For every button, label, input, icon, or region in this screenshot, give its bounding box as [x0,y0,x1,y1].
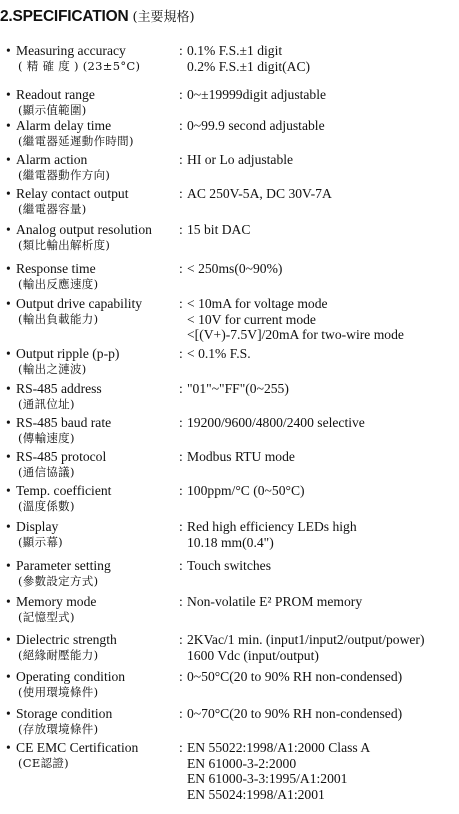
spec-value-line: EN 61000-3-2:2000 [187,755,297,771]
bullet-icon: • [6,43,11,58]
bullet-icon: • [6,346,11,361]
spec-colon: : [179,118,183,133]
spec-label: Temp. coefficient [16,483,112,498]
section-title-main: 2.SPECIFICATION [0,8,129,25]
spec-value-line: <[(V+)-7.5V]/20mA for two-wire mode [187,327,404,342]
spec-label: RS-485 address [16,381,102,396]
spec-label: Storage condition [16,706,113,721]
spec-sublabel: (輸出反應速度) [18,276,99,291]
spec-label: Alarm action [16,152,88,167]
spec-label: RS-485 protocol [16,449,107,464]
spec-sublabel: (通訊位址) [18,396,75,411]
spec-values [187,449,295,465]
spec-sublabel: (繼電器容量) [18,201,87,216]
spec-sublabel: (輸出負載能力) [18,311,99,326]
spec-values [187,558,271,574]
spec-value-line: 10.18 mm(0.4") [187,534,274,550]
spec-colon: : [179,261,183,276]
bullet-icon: • [6,594,11,609]
spec-value-line: Modbus RTU mode [187,449,295,464]
spec-label: Parameter setting [16,558,111,573]
spec-sublabel: (繼電器動作方向) [18,167,111,182]
spec-values [187,43,310,74]
bullet-icon: • [6,296,11,311]
spec-label: Readout range [16,87,95,102]
spec-label: Relay contact output [16,186,129,201]
spec-label: Dielectric strength [16,632,117,647]
spec-label: Operating condition [16,669,126,684]
spec-label: Alarm delay time [16,118,112,133]
spec-colon: : [179,415,183,430]
spec-sublabel: ( 精 確 度 ) (23±5°C) [18,58,141,73]
spec-colon: : [179,519,183,534]
bullet-icon: • [6,669,11,684]
spec-colon: : [179,449,183,464]
spec-value-line: EN 55022:1998/A1:2000 Class A [187,740,371,755]
bullet-icon: • [6,483,11,498]
spec-value-line: Red high efficiency LEDs high [187,519,357,534]
bullet-icon: • [6,706,11,721]
bullet-icon: • [6,87,11,102]
spec-sublabel: (顯示值範圍) [18,102,87,117]
spec-label: Measuring accuracy [16,43,126,58]
bullet-icon: • [6,632,11,647]
spec-values [187,669,402,685]
spec-label: RS-485 baud rate [16,415,112,430]
spec-colon: : [179,558,183,573]
spec-label: Output ripple (p-p) [16,346,120,361]
spec-values [187,118,325,134]
spec-values [187,740,370,802]
spec-values [187,261,282,277]
spec-sublabel: (傳輸速度) [18,430,75,445]
spec-colon: : [179,87,183,102]
spec-value-line: Touch switches [187,558,271,573]
bullet-icon: • [6,152,11,167]
spec-sublabel: (絕緣耐壓能力) [18,647,99,662]
spec-value-line: "01"~"FF"(0~255) [187,381,289,396]
spec-sublabel: (參數設定方式) [18,573,99,588]
spec-value-line: 19200/9600/4800/2400 selective [187,415,365,430]
bullet-icon: • [6,449,11,464]
spec-value-line: 1600 Vdc (input/output) [187,647,319,663]
spec-value-line: 0~70°C(20 to 90% RH non-condensed) [187,706,403,721]
spec-sublabel: (記憶型式) [18,609,75,624]
bullet-icon: • [6,558,11,573]
bullet-icon: • [6,740,11,755]
spec-value-line: < 10V for current mode [187,311,316,327]
spec-values [187,706,402,722]
bullet-icon: • [6,222,11,237]
spec-label: Output drive capability [16,296,143,311]
spec-colon: : [179,296,183,311]
bullet-icon: • [6,186,11,201]
spec-value-line: 0.2% F.S.±1 digit(AC) [187,58,311,74]
bullet-icon: • [6,415,11,430]
spec-values [187,222,250,238]
spec-sublabel: (輸出之漣波) [18,361,87,376]
bullet-icon: • [6,381,11,396]
spec-values [187,186,332,202]
spec-values [187,415,365,431]
spec-values [187,519,357,550]
spec-values [187,87,326,103]
spec-colon: : [179,632,183,647]
spec-value-line: EN 55024:1998/A1:2001 [187,786,325,802]
spec-values [187,483,305,499]
spec-label: Memory mode [16,594,97,609]
spec-colon: : [179,43,183,58]
spec-value-line: Non-volatile E² PROM memory [187,594,363,609]
spec-colon: : [179,346,183,361]
spec-colon: : [179,706,183,721]
section-title [0,6,195,26]
spec-values [187,346,251,362]
spec-value-line: < 0.1% F.S. [187,346,251,361]
spec-label: Response time [16,261,96,276]
spec-label: Display [16,519,59,534]
spec-colon: : [179,483,183,498]
spec-value-line: 0~99.9 second adjustable [187,118,325,133]
spec-value-line: 15 bit DAC [187,222,251,237]
spec-sublabel: (類比輸出解析度) [18,237,111,252]
spec-value-line: 0~±19999digit adjustable [187,87,327,102]
spec-sublabel: (存放環境條件) [18,721,99,736]
spec-sublabel: (繼電器延遲動作時間) [18,133,134,148]
spec-colon: : [179,222,183,237]
spec-label: CE EMC Certification [16,740,139,755]
spec-values [187,152,293,168]
spec-values [187,296,404,343]
spec-colon: : [179,186,183,201]
spec-label: Analog output resolution [16,222,152,237]
spec-values [187,632,425,663]
spec-colon: : [179,152,183,167]
spec-value-line: AC 250V-5A, DC 30V-7A [187,186,332,201]
spec-colon: : [179,669,183,684]
spec-value-line: 100ppm/°C (0~50°C) [187,483,305,498]
section-title-sub: (主要規格) [132,10,195,25]
spec-values [187,381,289,397]
bullet-icon: • [6,261,11,276]
spec-sublabel: (通信協議) [18,464,75,479]
spec-value-line: < 10mA for voltage mode [187,296,328,311]
spec-value-line: < 250ms(0~90%) [187,261,283,276]
spec-value-line: HI or Lo adjustable [187,152,294,167]
spec-value-line: EN 61000-3-3:1995/A1:2001 [187,771,348,786]
spec-values [187,594,362,610]
bullet-icon: • [6,118,11,133]
spec-sublabel: (溫度係數) [18,498,75,513]
spec-colon: : [179,381,183,396]
bullet-icon: • [6,519,11,534]
spec-colon: : [179,740,183,755]
spec-value-line: 2KVac/1 min. (input1/input2/output/power) [187,632,425,647]
spec-sublabel: (使用環境條件) [18,684,99,699]
spec-colon: : [179,594,183,609]
spec-sublabel: (CE認證) [18,755,69,770]
spec-value-line: 0~50°C(20 to 90% RH non-condensed) [187,669,403,684]
spec-value-line: 0.1% F.S.±1 digit [187,43,283,58]
spec-sublabel: (顯示幕) [18,534,63,549]
